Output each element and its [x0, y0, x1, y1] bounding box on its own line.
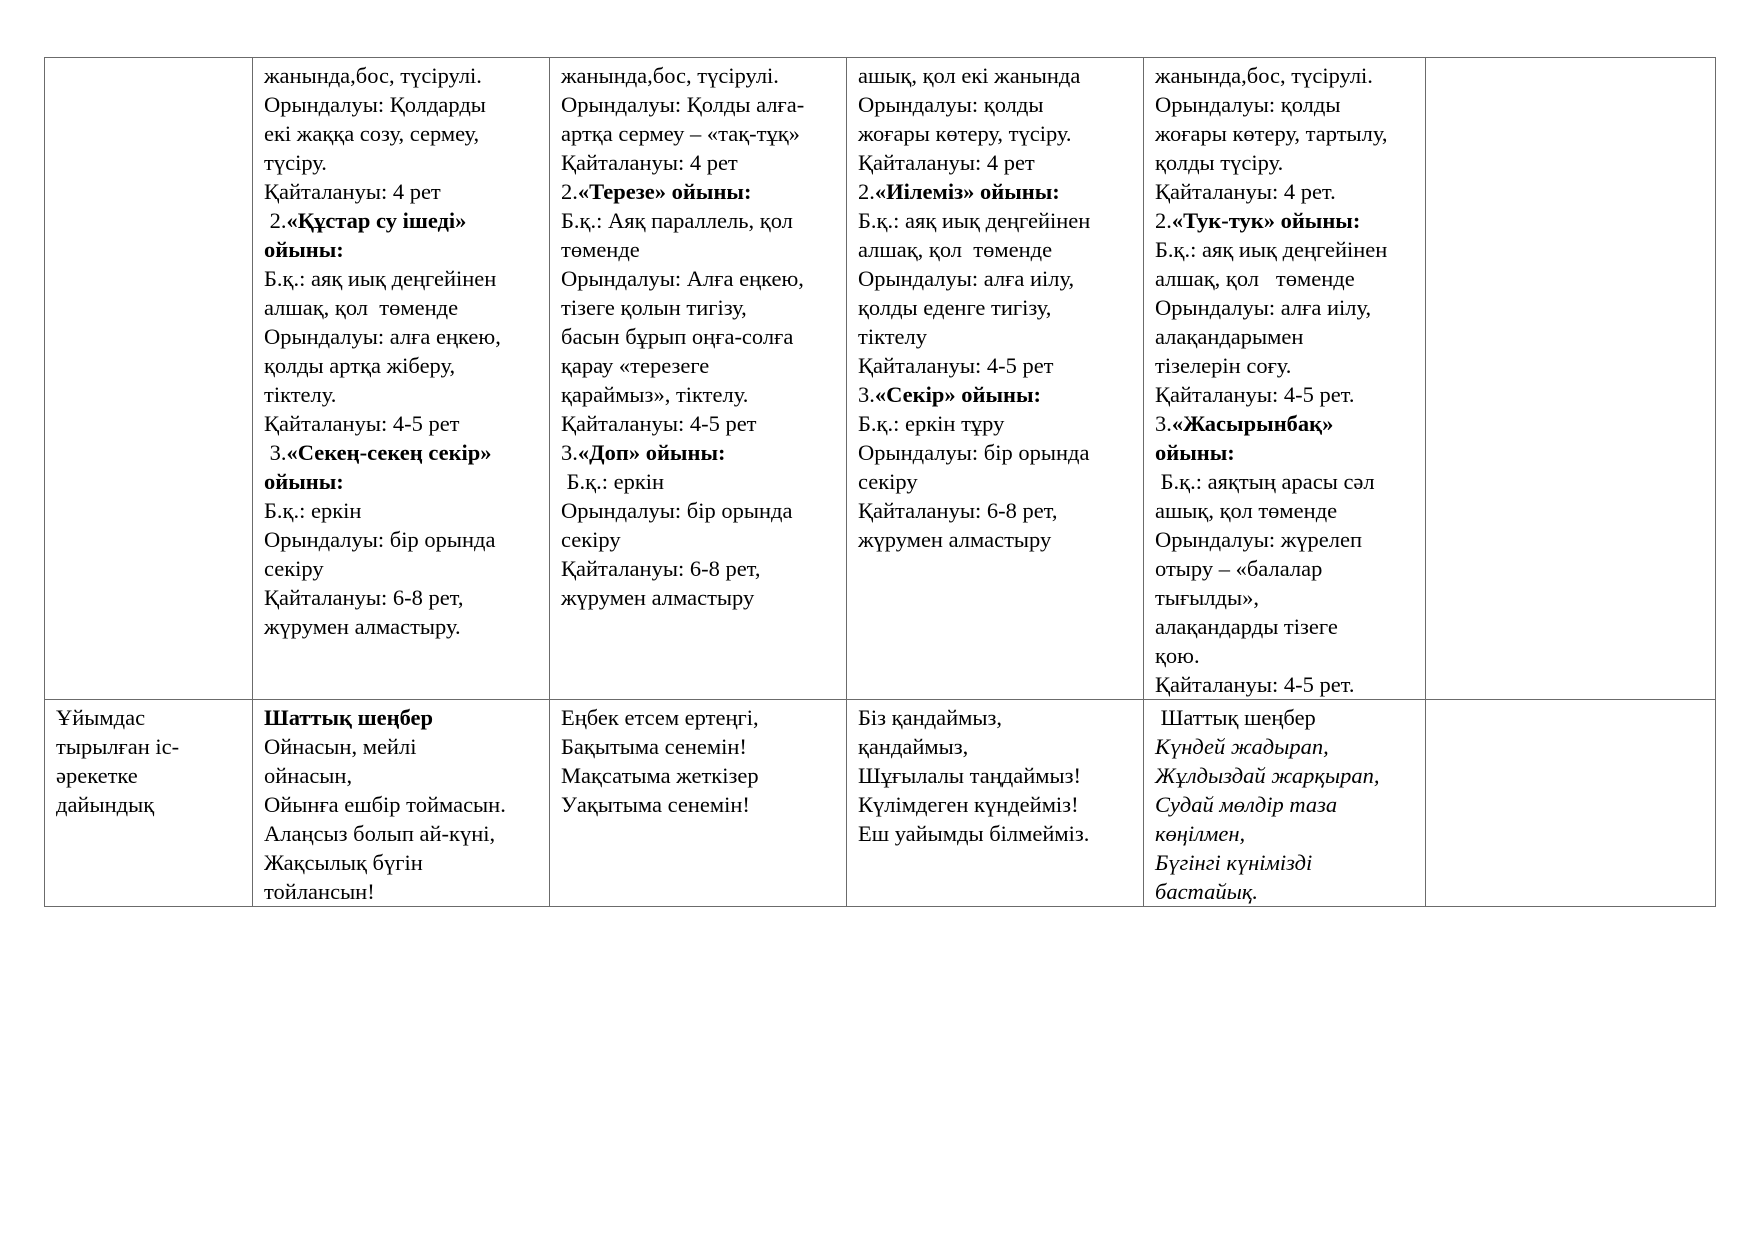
text-line: тізелерін соғу. — [1155, 353, 1292, 378]
text-line: дайындық — [56, 792, 155, 817]
text-line: тырылған іс- — [56, 734, 180, 759]
text-line: Қайталануы: 4-5 рет. — [1155, 672, 1355, 697]
text-line: ойыны: — [1155, 440, 1235, 465]
text-line: ашық, қол екі жанында — [858, 63, 1081, 88]
text-line: Б.қ.: еркін тұру — [858, 411, 1005, 436]
text-line: түсіру. — [264, 150, 327, 175]
table-cell — [45, 58, 253, 700]
text-line: Күндей жадырап, — [1155, 734, 1329, 759]
text-line: ойнасын, — [264, 763, 353, 788]
text-line: қолды артқа жіберу, — [264, 353, 456, 378]
text-line: Қайталануы: 4-5 рет — [561, 411, 757, 436]
text-segment: 2. — [561, 179, 578, 204]
bold-text: «Жасырынбақ» — [1171, 411, 1334, 436]
text-line: Б.қ.: аяқ иық деңгейінен — [1155, 237, 1388, 262]
table-cell — [1426, 700, 1716, 907]
text-line: Бүгінгі күнімізді — [1155, 850, 1313, 875]
text-line: ашық, қол төменде — [1155, 498, 1338, 523]
text-line — [561, 438, 836, 467]
text-line: Б.қ.: аяқ иық деңгейінен — [858, 208, 1091, 233]
bold-text: «Иілеміз» ойыны: — [874, 179, 1060, 204]
text-line: ойыны: — [264, 237, 344, 262]
text-line: қолды түсіру. — [1155, 150, 1284, 175]
schedule-table — [44, 57, 1716, 907]
text-line: алшақ, қол төменде — [264, 295, 459, 320]
text-line: Қайталануы: 4 рет — [561, 150, 738, 175]
text-line: Еңбек етсем ертеңгі, — [561, 705, 759, 730]
text-line: Қайталануы: 4-5 рет. — [1155, 382, 1355, 407]
text-segment: 3. — [1155, 411, 1172, 436]
text-line: тіктелу. — [264, 382, 337, 407]
text-line: Қайталануы: 4-5 рет — [264, 411, 460, 436]
text-line — [1155, 409, 1415, 438]
text-line: тіктелу — [858, 324, 928, 349]
text-line: көңілмен, — [1155, 821, 1246, 846]
bold-text: «Терезе» ойыны: — [577, 179, 752, 204]
text-line: секіру — [264, 556, 324, 581]
text-line: Ұйымдас — [56, 705, 146, 730]
text-line: Орындалуы: алға иілу, — [858, 266, 1075, 291]
text-line: Қайталануы: 6-8 рет, — [264, 585, 464, 610]
text-line — [858, 177, 1133, 206]
bold-text: «Секең-секең секір» — [286, 440, 492, 465]
table-cell — [550, 58, 847, 700]
text-segment: 3. — [264, 440, 287, 465]
table-cell — [253, 700, 550, 907]
table-cell — [1144, 58, 1426, 700]
text-line: секіру — [858, 469, 918, 494]
text-line: тойлансын! — [264, 879, 375, 904]
text-line: қандаймыз, — [858, 734, 969, 759]
text-line: Қайталануы: 4 рет — [264, 179, 441, 204]
text-line: алақандарды тізеге — [1155, 614, 1338, 639]
text-line: алшақ, қол төменде — [858, 237, 1053, 262]
text-line — [1155, 206, 1415, 235]
text-line: төменде — [561, 237, 640, 262]
text-line: Қайталануы: 4 рет — [858, 150, 1035, 175]
text-line: жанында,бос, түсірулі. — [561, 63, 779, 88]
text-line: Б.қ.: аяқтың арасы сәл — [1155, 469, 1375, 494]
text-line — [561, 177, 836, 206]
text-line: қарау «терезеге — [561, 353, 710, 378]
text-line: жоғары көтеру, тартылу, — [1155, 121, 1388, 146]
text-line — [264, 438, 539, 467]
text-line: жүрумен алмастыру. — [264, 614, 461, 639]
text-line: жанында,бос, түсірулі. — [264, 63, 482, 88]
text-line: Орындалуы: бір орында — [858, 440, 1090, 465]
text-line: Орындалуы: қолды — [1155, 92, 1341, 117]
text-line: Б.қ.: еркін — [561, 469, 665, 494]
table-cell — [253, 58, 550, 700]
text-line: екі жаққа созу, сермеу, — [264, 121, 480, 146]
text-line: Қайталануы: 6-8 рет, — [561, 556, 761, 581]
text-line: қолды еденге тигізу, — [858, 295, 1052, 320]
text-line: жүрумен алмастыру — [858, 527, 1052, 552]
text-line: Шаттық шеңбер — [1155, 705, 1316, 730]
text-line: Орындалуы: алға иілу, — [1155, 295, 1372, 320]
table-row — [45, 700, 1716, 907]
text-line: Ойнасын, мейлі — [264, 734, 417, 759]
text-line: Біз қандаймыз, — [858, 705, 1002, 730]
text-line: Шұғылалы таңдаймыз! — [858, 763, 1082, 788]
text-line — [858, 380, 1133, 409]
text-line: жанында,бос, түсірулі. — [1155, 63, 1373, 88]
bold-text: «Секір» ойыны: — [874, 382, 1042, 407]
text-line: тығылды», — [1155, 585, 1259, 610]
text-line: әрекетке — [56, 763, 138, 788]
bold-text: «Құстар су ішеді» — [286, 208, 467, 233]
table-cell — [550, 700, 847, 907]
text-line: Жақсылық бүгін — [264, 850, 423, 875]
text-segment: 3. — [561, 440, 578, 465]
table-cell — [1426, 58, 1716, 700]
text-line: Орындалуы: алға еңкею, — [264, 324, 501, 349]
text-line: Орындалуы: Алға еңкею, — [561, 266, 804, 291]
text-line: Еш уайымды білмейміз. — [858, 821, 1090, 846]
text-segment: 3. — [858, 382, 875, 407]
text-line: Қайталануы: 4 рет. — [1155, 179, 1336, 204]
text-line: Б.қ.: еркін — [264, 498, 362, 523]
text-line: Орындалуы: Қолдарды — [264, 92, 486, 117]
text-line: ойыны: — [264, 469, 344, 494]
text-line: бастайық. — [1155, 879, 1258, 904]
text-line: Ойынға ешбір тоймасын. — [264, 792, 506, 817]
text-line: Орындалуы: бір орында — [561, 498, 793, 523]
text-line: тізеге қолын тигізу, — [561, 295, 747, 320]
text-line: Судай мөлдір таза — [1155, 792, 1338, 817]
table-cell — [847, 58, 1144, 700]
text-segment: 2. — [858, 179, 875, 204]
text-line: секіру — [561, 527, 621, 552]
text-line: Күлімдеген күндейміз! — [858, 792, 1079, 817]
text-line: алшақ, қол төменде — [1155, 266, 1355, 291]
bold-text: «Тук-тук» ойыны: — [1171, 208, 1361, 233]
text-segment: 2. — [264, 208, 287, 233]
table-cell — [847, 700, 1144, 907]
text-line: қараймыз», тіктелу. — [561, 382, 749, 407]
text-line: Орындалуы: жүрелеп — [1155, 527, 1363, 552]
text-line: жоғары көтеру, түсіру. — [858, 121, 1072, 146]
text-line: жүрумен алмастыру — [561, 585, 755, 610]
text-line: Жұлдыздай жарқырап, — [1155, 763, 1380, 788]
text-line: Қайталануы: 6-8 рет, — [858, 498, 1058, 523]
bold-text: «Доп» ойыны: — [577, 440, 726, 465]
text-line: отыру – «балалар — [1155, 556, 1323, 581]
text-line: қою. — [1155, 643, 1200, 668]
activity-label-cell — [45, 700, 253, 907]
text-line: алақандарымен — [1155, 324, 1304, 349]
text-line: Орындалуы: Қолды алға- — [561, 92, 805, 117]
text-line: Б.қ.: аяқ иық деңгейінен — [264, 266, 497, 291]
table-cell — [1144, 700, 1426, 907]
text-line: Орындалуы: қолды — [858, 92, 1044, 117]
text-line: Б.қ.: Аяқ параллель, қол — [561, 208, 793, 233]
text-line: басын бұрып оңға-солға — [561, 324, 794, 349]
text-line — [264, 206, 539, 235]
text-line: Мақсатыма жеткізер — [561, 763, 759, 788]
text-segment: 2. — [1155, 208, 1172, 233]
text-line: Бақытыма сенемін! — [561, 734, 747, 759]
text-line: Қайталануы: 4-5 рет — [858, 353, 1054, 378]
text-line: Орындалуы: бір орында — [264, 527, 496, 552]
text-line: Алаңсыз болып ай-күні, — [264, 821, 496, 846]
text-line: Шаттық шеңбер — [264, 705, 434, 730]
table-row — [45, 58, 1716, 700]
text-line: Уақытыма сенемін! — [561, 792, 750, 817]
text-line: артқа сермеу – «тақ-тұқ» — [561, 121, 800, 146]
